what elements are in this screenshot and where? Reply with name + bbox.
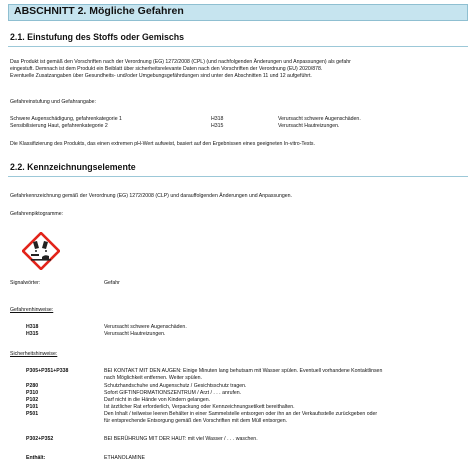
class-category: Schwere Augenschädigung, gefahrenkategorie 1 <box>10 116 122 122</box>
class-code: H315 <box>211 123 224 129</box>
precaution-text: nach Möglichkeit entfernen. Weiter spülen. <box>104 375 202 381</box>
precaution-code: P305+P351+P338 <box>26 368 69 374</box>
classification-note: Die Klassifizierung des Produkts, das einen extremen pH-Wert aufweist, basiert auf den Ergebnissen eines geeigneten In-vitro-Tests. <box>10 141 315 147</box>
precaution-text: Schutzhandschuhe und Augenschutz / Gesichtsschutz tragen. <box>104 383 247 389</box>
precaution-text: Sofort GIFTINFORMATIONSZENTRUM / Arzt / . . . anrufen. <box>104 390 242 396</box>
class-text: Verursacht schwere Augenschäden. <box>278 116 361 122</box>
precaution-code: P310 <box>26 390 39 396</box>
classification-paragraph-line-2: eingestuft. Demnach ist dem Produkt ein Beiblatt über sicherheitsrelevante Daten nach den Vorschriften der Verordnung (EU) 2020/878. <box>10 66 323 72</box>
precaution-code: P302+P352 <box>26 436 54 442</box>
precaution-code: P102 <box>26 397 39 403</box>
signal-word-label: Signalwörter: <box>10 280 41 286</box>
signal-word-value: Gefahr <box>104 280 120 286</box>
precaution-text: Ist ärztlicher Rat erforderlich, Verpackung oder Kennzeichnungsetikett bereithalten. <box>104 404 295 410</box>
heading-2-2: 2.2. Kennzeichnungselemente <box>10 162 136 172</box>
precaution-code: P101 <box>26 404 39 410</box>
heading-2-1-rule <box>8 46 468 47</box>
precaution-text: Den Inhalt / teilweise leeren Behälter in einer Sammelstelle entsorgen oder ihn an der Verkaufsstelle zurückgeben oder <box>104 411 378 417</box>
precaution-text: Darf nicht in die Hände von Kindern gelangen. <box>104 397 211 403</box>
class-code: H318 <box>211 116 224 122</box>
precaution-text: BEI BERÜHRUNG MIT DER HAUT: mit viel Wasser / . . . waschen. <box>104 436 258 442</box>
contains-value: ETHANOLAMINE <box>104 455 145 461</box>
classification-paragraph-line-1: Das Produkt ist gemäß den Vorschriften nach der Verordnung (EG) 1272/2008 (CPL) (und nachfolgenden Änderungen und Anpassungen) als gefahr <box>10 59 351 65</box>
classification-label: Gefahreinstufung und Gefahrangabe: <box>10 99 96 105</box>
precaution-text: für entsprechende Entsorgung gemäß den Vorschriften mit dem Müll entsorgen. <box>104 418 288 424</box>
hazard-code: H315 <box>26 331 39 337</box>
hazard-text: Verursacht schwere Augenschäden. <box>104 324 187 330</box>
pictogram-label: Gefahrenpiktogramme: <box>10 211 64 217</box>
class-category: Sensibilisierung Haut, gefahrenkategorie 2 <box>10 123 108 129</box>
labelling-intro: Gefahrkennzeichnung gemäß der Verordnung (EG) 1272/2008 (CLP) und darauffolgenden Änderungen und Anpassungen. <box>10 193 292 199</box>
heading-2-1: 2.1. Einstufung des Stoffs oder Gemischs <box>10 32 185 42</box>
heading-2-2-rule <box>8 176 468 177</box>
ghs-corrosion-pictogram-icon <box>22 232 60 270</box>
hazard-statements-label: Gefahrenhinweise: <box>10 307 54 313</box>
precaution-text: BEI KONTAKT MIT DEN AUGEN: Einige Minuten lang behutsam mit Wasser spülen. Eventuell vorhandene Kontaktlinsen <box>104 368 383 374</box>
precaution-code: P501 <box>26 411 39 417</box>
section-title: ABSCHNITT 2. Mögliche Gefahren <box>14 5 184 17</box>
precautionary-statements-label: Sicherheitshinweise: <box>10 351 58 357</box>
class-text: Verursacht Hautreizungen. <box>278 123 340 129</box>
classification-paragraph-line-3: Eventuelle Zusatzangaben über Gesundheits- und/oder Umgebungsgefährdungen sind unter den Abschnitten 11 und 12 aufgeführt. <box>10 73 312 79</box>
precaution-code: P280 <box>26 383 39 389</box>
contains-label: Enthält: <box>26 455 46 461</box>
hazard-code: H318 <box>26 324 39 330</box>
hazard-text: Verursacht Hautreizungen. <box>104 331 166 337</box>
